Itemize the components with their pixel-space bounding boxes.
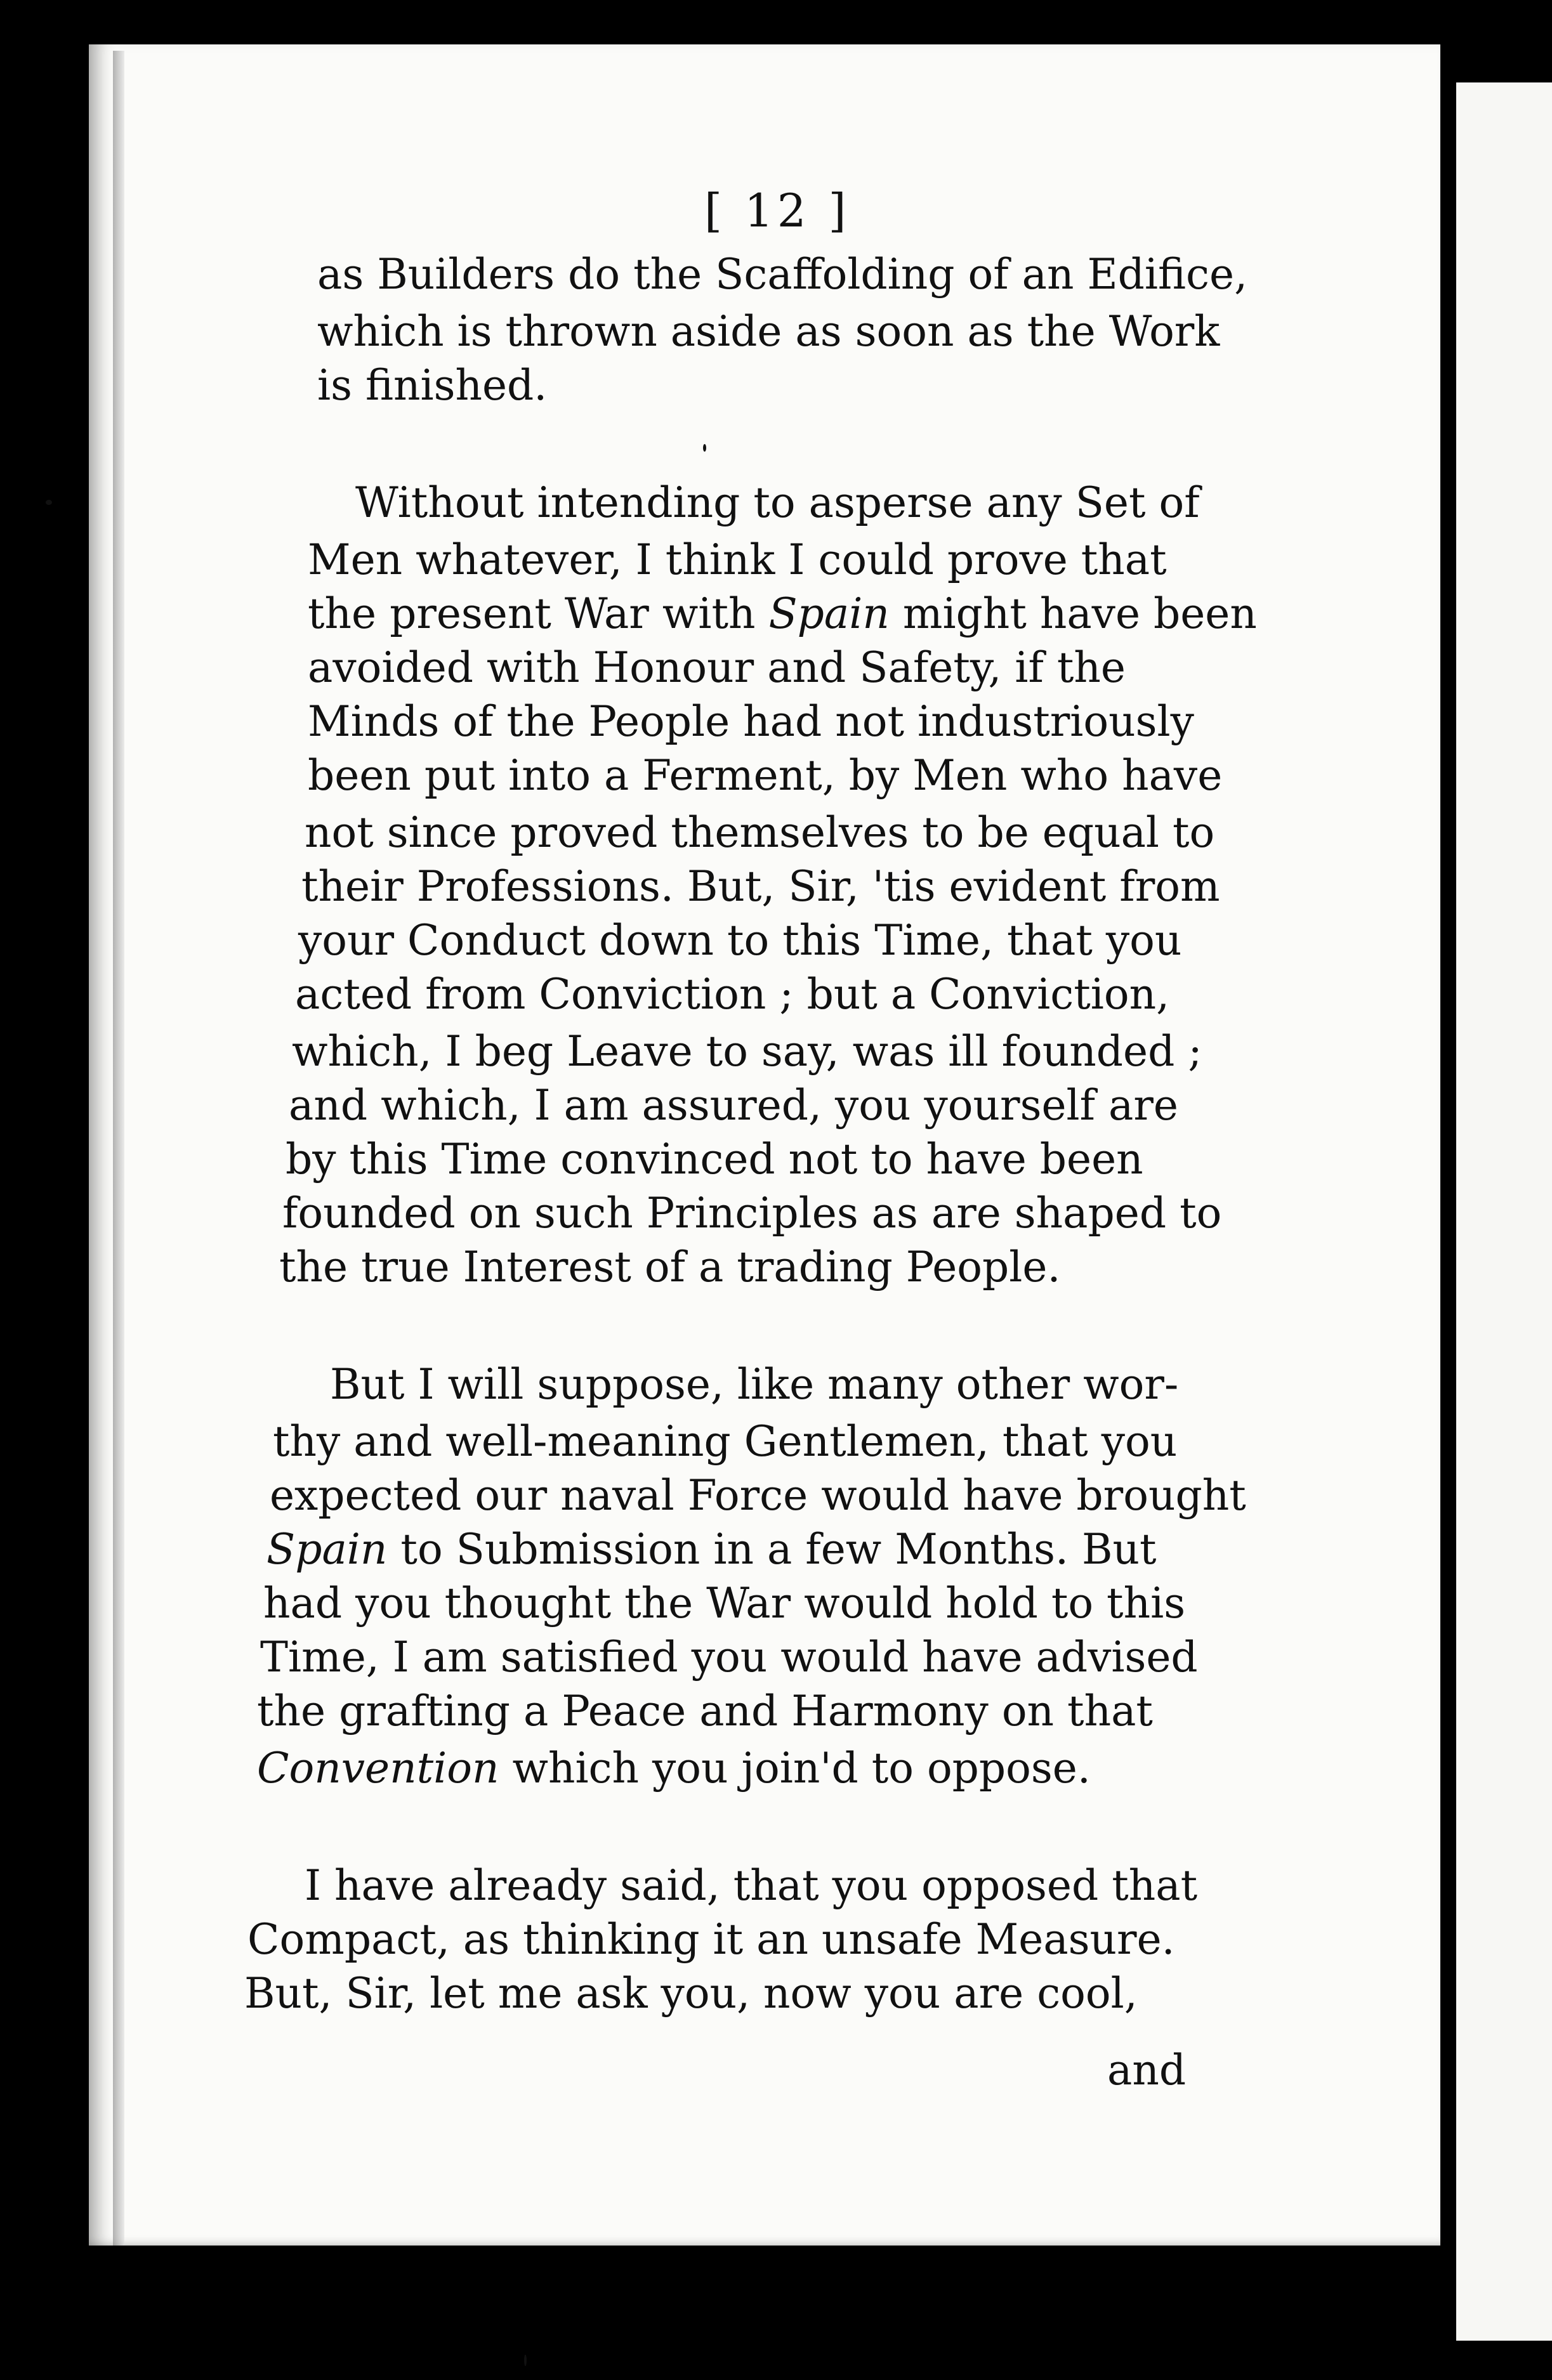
italic-term: Spain bbox=[768, 589, 890, 638]
text-line: avoided with Honour and Safety, if the bbox=[308, 643, 1126, 692]
text-line: But I will suppose, like many other wor- bbox=[330, 1360, 1179, 1409]
text-line: had you thought the War would hold to this bbox=[263, 1579, 1186, 1628]
text-line: as Builders do the Scaffolding of an Edifice, bbox=[317, 250, 1248, 299]
text-line: Without intending to asperse any Set of bbox=[355, 478, 1200, 527]
text-line: is finished. bbox=[317, 361, 548, 410]
scan-speck bbox=[703, 444, 706, 452]
text-line: the present War with Spain might have been bbox=[308, 589, 1257, 638]
text-line: which is thrown aside as soon as the Work bbox=[317, 307, 1220, 356]
text-line: founded on such Principles as are shaped to bbox=[282, 1189, 1222, 1238]
text-line: thy and well-meaning Gentlemen, that you bbox=[273, 1417, 1178, 1466]
text-line: the grafting a Peace and Harmony on that bbox=[257, 1687, 1153, 1736]
text-line: your Conduct down to this Time, that you bbox=[298, 916, 1182, 965]
scan-speck bbox=[524, 2355, 527, 2366]
text-line: I have already said, that you opposed that bbox=[305, 1861, 1198, 1910]
text-line: Men whatever, I think I could prove that bbox=[308, 535, 1167, 584]
text-line: and which, I am assured, you yourself are bbox=[289, 1081, 1178, 1130]
text-line: not since proved themselves to be equal to bbox=[305, 808, 1215, 857]
text-line: the true Interest of a trading People. bbox=[279, 1243, 1061, 1291]
text-line: Compact, as thinking it an unsafe Measure. bbox=[247, 1915, 1175, 1964]
text-line: been put into a Ferment, by Men who have bbox=[308, 751, 1223, 800]
text-line: Convention which you join'd to oppose. bbox=[257, 1744, 1091, 1793]
text-line: expected our naval Force would have brought bbox=[270, 1471, 1246, 1520]
text-line: Time, I am satisfied you would have advised bbox=[260, 1633, 1198, 1682]
page-number: [ 12 ] bbox=[704, 184, 850, 237]
text-line: But, Sir, let me ask you, now you are cool, bbox=[244, 1969, 1138, 2018]
scan-speck bbox=[46, 500, 52, 505]
text-line: Minds of the People had not industriously bbox=[308, 697, 1194, 746]
text-line: which, I beg Leave to say, was ill founded ; bbox=[292, 1027, 1202, 1076]
text-line: by this Time convinced not to have been bbox=[286, 1135, 1143, 1184]
text-line: Spain to Submission in a few Months. But bbox=[266, 1525, 1157, 1574]
text-line: their Professions. But, Sir, 'tis evident from bbox=[301, 862, 1220, 911]
italic-term: Convention bbox=[257, 1744, 499, 1793]
catchword: and bbox=[1107, 2046, 1187, 2095]
italic-term: Spain bbox=[266, 1525, 388, 1574]
text-line: acted from Conviction ; but a Conviction, bbox=[295, 970, 1170, 1019]
